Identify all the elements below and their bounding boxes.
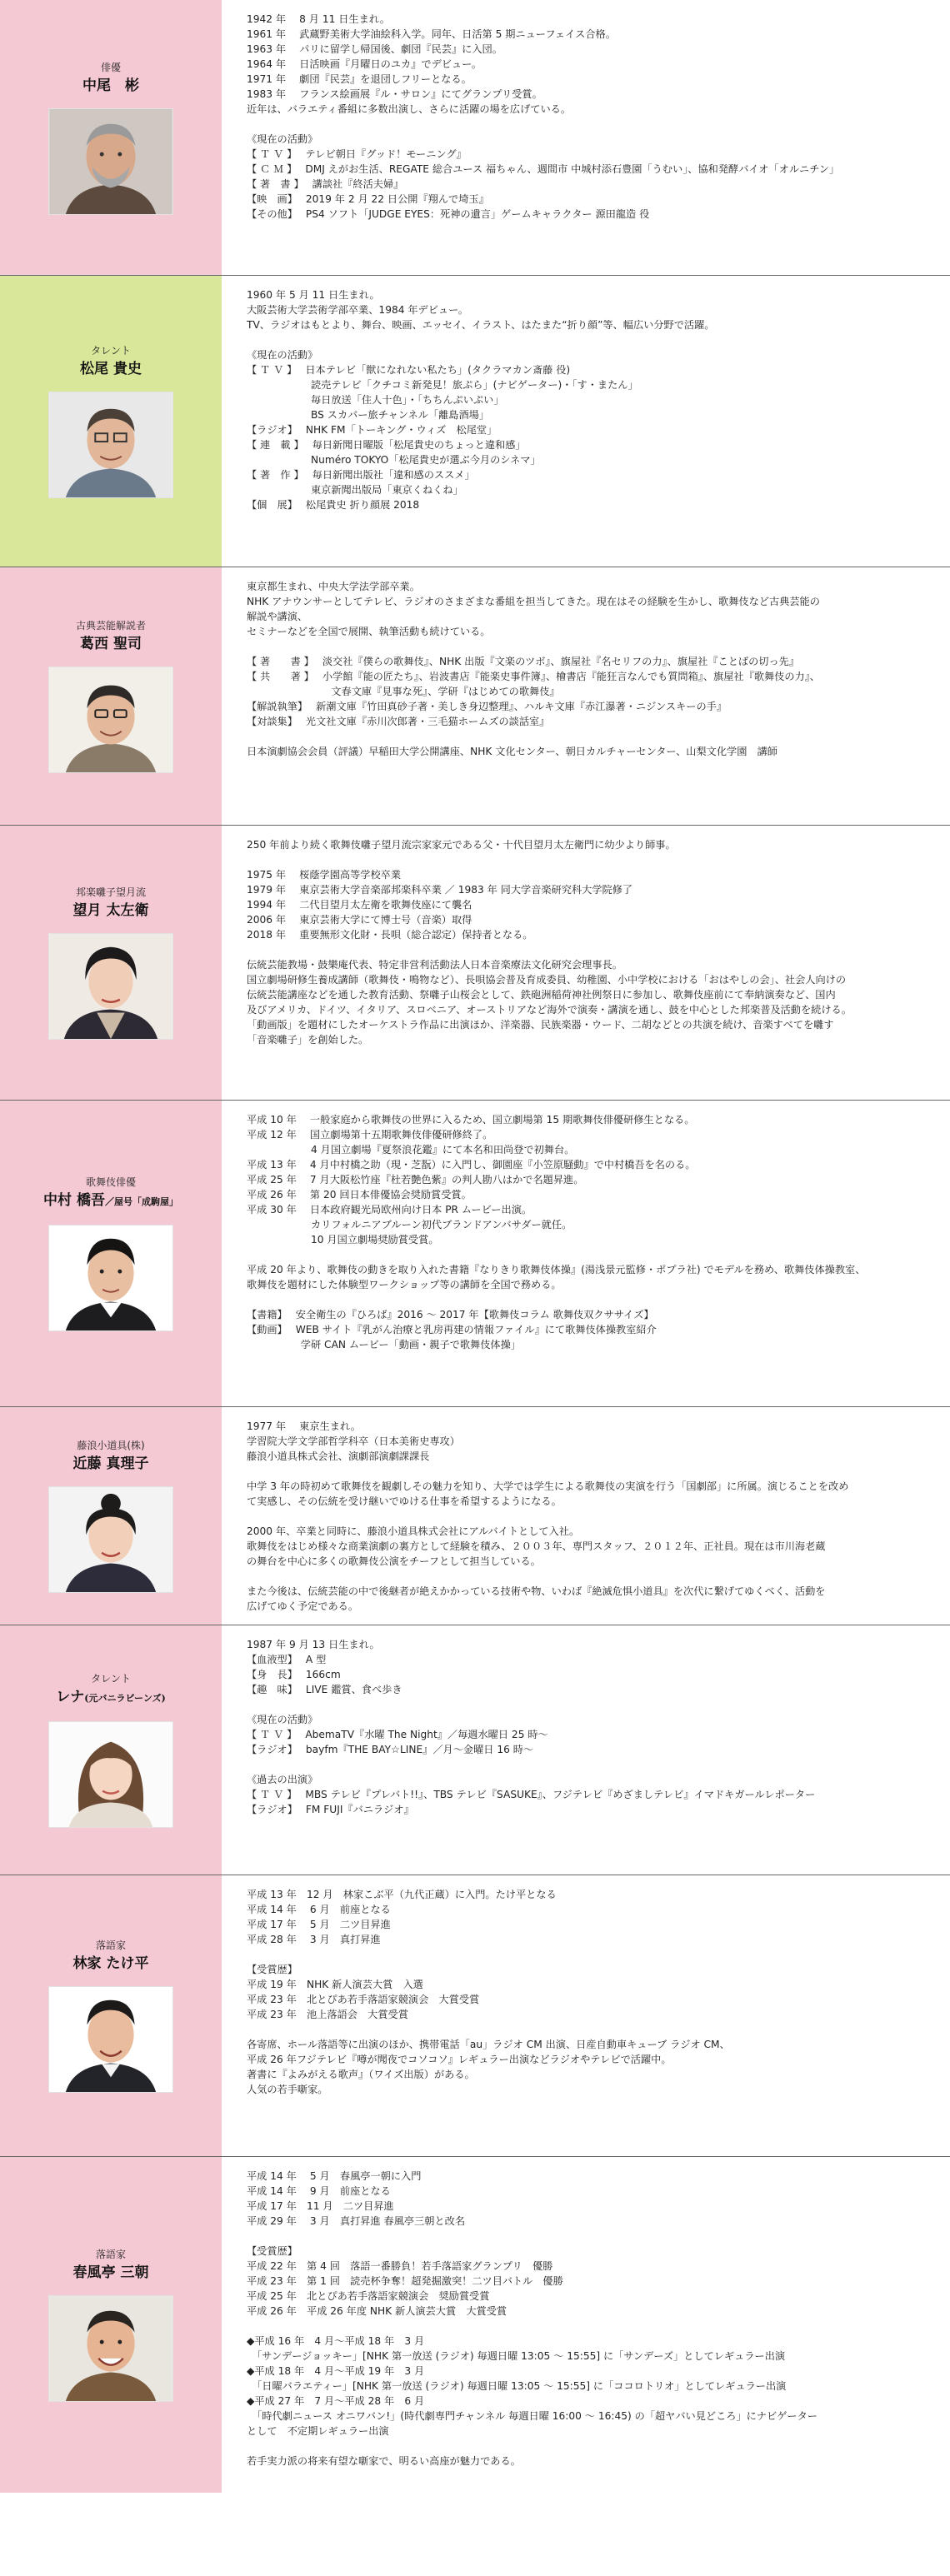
profile-line: 1987 年 9 月 13 日生まれ。 [247, 1639, 380, 1650]
profile-line [247, 1697, 933, 1712]
profile-matsuo-takashi [0, 275, 950, 567]
profile-name-main: 中村 橋吾 [43, 1192, 105, 1209]
profile-line: の舞台を中心に多くの歌舞伎公演をチーフとして担当している。 [247, 1555, 541, 1567]
profile-line: 平成 12 年 国立劇場第十五期歌舞伎俳優研修終了。 [247, 1129, 493, 1141]
profile-photo [48, 1225, 173, 1331]
profile-role: タレント [91, 345, 131, 357]
profile-line: 【対談集】 光文社文庫『赤川次郎著・三毛猫ホームズの談話室』 [247, 716, 550, 727]
profile-line: 毎日放送「住人十色」・「ちちんぷいぷい」 [247, 394, 504, 406]
profile-line: NHK アナウンサーとしてテレビ、ラジオのさまざまな番組を担当してきた。現在はその経験を生かし、歌舞伎など古典芸能の [247, 596, 820, 607]
profile-line: 「サンデージョッキー」[NHK 第一放送 (ラジオ) 毎週日曜 13:05 ～ 15:55] に「サンデーズ」としてレギュラー出演 [247, 2350, 786, 2362]
profile-photo [48, 2295, 173, 2402]
profile-nakao-akira [0, 0, 950, 275]
profile-line [247, 1509, 933, 1524]
profile-line: 平成 23 年 第 1 回 読売杯争奪！超発掘激突！二ツ目バトル 優勝 [247, 2275, 563, 2287]
profile-line: 10 月国立劇場奨励賞受賞。 [247, 1234, 439, 1246]
profile-hayashiya-takehei [0, 1875, 950, 2156]
profile-line: 【 Ｔ Ｖ 】 AbemaTV『水曜 The Night』／毎週水曜日 25 時～ [247, 1729, 548, 1740]
profile-line: 【ラジオ】 NHK FM「トーキング・ウィズ 松尾堂」 [247, 424, 498, 436]
profile-name-suffix: (元バニラビーンズ) [84, 1693, 166, 1704]
profile-sidebar [0, 1101, 222, 1406]
profile-line: 伝統芸能教場・鼓樂庵代表、特定非営利活動法人日本音楽療法文化研究会理事長。 [247, 959, 622, 971]
profile-photo [48, 1721, 173, 1828]
profile-line: 中学 3 年の時初めて歌舞伎を観劇しその魅力を知り、大学では学生による歌舞伎の実演を行う「国劇部」に所属。演じることを改め [247, 1480, 849, 1492]
profile-line: 【身 長】 166cm [247, 1669, 341, 1680]
profile-sidebar [0, 0, 222, 275]
profile-line [247, 1569, 933, 1584]
profile-text [222, 2157, 950, 2493]
profile-line: 2018 年 重要無形文化財・長唄（総合認定）保持者となる。 [247, 929, 533, 941]
profile-photo [48, 392, 173, 498]
profile-line: 伝統芸能講座などを通した教育活動、祭囃子山桜会として、鉄砲洲稲荷神社例祭日に参加し、歌舞伎座前にて奉納演奏など、国内 [247, 989, 836, 1001]
profile-line: 「動画版」を題材にしたオーケストラ作品に出演ほか、洋楽器、民族楽器・ウード、二胡などとの共演を続け、音楽すべてを囃す [247, 1019, 834, 1031]
profile-line: 1964 年 日活映画『月曜日のユカ』でデビュー。 [247, 58, 482, 70]
profile-text [222, 826, 950, 1100]
profile-line: 若手実力派の将来有望な噺家で、明るい高座が魅力である。 [247, 2455, 521, 2467]
profile-line: TV、ラジオはもとより、舞台、映画、エッセイ、イラスト、はたまた“折り顔”等、幅広い分野で活躍。 [247, 319, 715, 331]
profile-line: ◆平成 18 年 4 月～平成 19 年 3 月 [247, 2365, 425, 2377]
profile-line: 読売テレビ「クチコミ新発見！旅ぷら」(ナビゲーター)・「す・またん」 [247, 379, 638, 391]
profile-line: 歌舞伎をはじめ様々な商業演劇の裏方として経験を積み、２００３年、専門スタッフ、２０１２年、正社員。現在は市川海老蔵 [247, 1540, 826, 1552]
profile-line: 【受賞歴】 [247, 2245, 298, 2257]
profile-line: 各寄席、ホール落語等に出演のほか、携帯電話「au」ラジオ CM 出演、日産自動車キューブ ラジオ CM、 [247, 2039, 730, 2050]
profile-line: ◆平成 16 年 4 月～平成 18 年 3 月 [247, 2335, 425, 2347]
profile-sidebar [0, 826, 222, 1100]
profile-sidebar [0, 1407, 222, 1625]
profile-line: 平成 10 年 一般家庭から歌舞伎の世界に入るため、国立劇場第 15 期歌舞伎俳優研修生となる。 [247, 1114, 695, 1126]
profile-line [247, 639, 933, 654]
profile-role: 落語家 [95, 2249, 126, 2260]
profile-line: BS スカパー旅チャンネル「離島酒場」 [247, 409, 490, 421]
profile-line [247, 2319, 933, 2334]
profile-kondo-mariko [0, 1406, 950, 1625]
profile-line: 広げてゆく予定である。 [247, 1600, 359, 1612]
profile-text [222, 1407, 950, 1625]
profile-line: 【ラジオ】 FM FUJI『バニラジオ』 [247, 1804, 414, 1815]
profile-photo [48, 933, 173, 1040]
profile-line: 《現在の活動》 [247, 349, 318, 361]
profile-line: 日本演劇協会会員（評議）早稲田大学公開講座、NHK 文化センター、朝日カルチャーセンター、山梨文化学園 講師 [247, 746, 778, 757]
profile-line: 【 Ｔ Ｖ 】 日本テレビ「獣になれない私たち」(タクラマカン斎藤 役) [247, 364, 571, 376]
profile-rena [0, 1625, 950, 1875]
profile-line: ◆平成 27 年 7 月～平成 28 年 6 月 [247, 2395, 425, 2407]
profile-line: 【書籍】 安全衛生の『ひろば』2016 ～ 2017 年【歌舞伎コラム 歌舞伎双クササイズ】 [247, 1309, 654, 1320]
profile-line [247, 942, 933, 957]
profile-line: 著書に『よみがえる歌声』（ワイズ出版）がある。 [247, 2069, 475, 2080]
profile-line: 「時代劇ニュース オニワバン!」(時代劇専門チャンネル 毎週日曜 16:00 ～ 16:45) の「超ヤバい見どころ」にナビゲーター [247, 2410, 818, 2422]
profile-line: 「日曜バラエティー」[NHK 第一放送 (ラジオ) 毎週日曜 13:05 ～ 15:55] に「ココロトリオ」としてレギュラー出演 [247, 2380, 787, 2392]
profile-line [247, 852, 933, 867]
profile-line: 1977 年 東京生まれ。 [247, 1420, 361, 1432]
profile-name [43, 1191, 178, 1211]
profile-line: 平成 19 年 NHK 新人演芸大賞 入選 [247, 1979, 423, 1990]
profile-line: 【 共 著 】 小学館『能の匠たち』、岩波書店『能楽史事件簿』、檜書店『能狂言なんでも質問箱』、旗屋社『歌舞伎の力』、 [247, 671, 820, 682]
portrait-image [49, 1722, 172, 1827]
profile-line: 平成 13 年 4 月中村橋之助（現・芝翫）に入門し、御園座『小笠原騒動』で中村橋吾を名のる。 [247, 1159, 696, 1171]
profile-line: セミナーなどを全国で展開、執筆活動も続けている。 [247, 626, 491, 637]
profile-shunputei-sancho [0, 2156, 950, 2493]
portrait-image [49, 1987, 172, 2092]
profile-line: 2000 年、卒業と同時に、藤浪小道具株式会社にアルバイトとして入社。 [247, 1525, 580, 1537]
profile-line: として 不定期レギュラー出演 [247, 2425, 389, 2437]
profile-line: 【受賞歴】 [247, 1964, 298, 1975]
profile-line: 【映 画】 2019 年 2 月 22 日公開『翔んで埼玉』 [247, 193, 489, 205]
profile-photo [48, 108, 173, 215]
profile-text [222, 276, 950, 567]
profile-photo [48, 1486, 173, 1593]
profile-line: 近年は、バラエティ番組に多数出演し、さらに活躍の場を広げている。 [247, 103, 572, 115]
profile-nakamura-kyogo [0, 1100, 950, 1406]
profile-line [247, 332, 933, 347]
profile-line: 藤浪小道具株式会社、演劇部演劇課課長 [247, 1450, 430, 1462]
profile-line [247, 2229, 933, 2244]
profile-line: 1983 年 フランス絵画展『ル・サロン』にてグランプリ受賞。 [247, 88, 542, 100]
profile-name: 近藤 真理子 [72, 1455, 149, 1472]
profile-line: 《過去の出演》 [247, 1774, 318, 1785]
profile-line: 平成 26 年 第 20 回日本俳優協会奨励賞受賞。 [247, 1189, 472, 1201]
profile-name: 葛西 聖司 [80, 636, 142, 652]
profile-photo [48, 666, 173, 773]
profile-line: 大阪芸術大学芸術学部卒業、1984 年デビュー。 [247, 304, 468, 316]
profile-role: 落語家 [95, 1939, 126, 1951]
profile-line: 平成 25 年 7 月大阪松竹座『杜若艶色紫』の判人勘八はかで名題昇進。 [247, 1174, 584, 1186]
portrait-image [49, 2296, 172, 2401]
profile-line: て実感し、その伝統を受け継いでゆける仕事を希望するようになる。 [247, 1495, 562, 1507]
profile-line: 1975 年 桜蔭学園高等学校卒業 [247, 869, 402, 881]
profile-line: また今後は、伝統芸能の中で後継者が絶えかかっている技術や物、いわば『絶滅危惧小道具』を次代に繋げてゆくべく、活動を [247, 1585, 826, 1597]
profile-line: 平成 29 年 3 月 真打昇進 春風亭三朝と改名 [247, 2215, 466, 2227]
profile-line: 【趣 味】 LIVE 鑑賞、食べ歩き [247, 1684, 402, 1695]
profile-line: 【 Ｔ Ｖ 】 テレビ朝日『グッド！モーニング』 [247, 148, 467, 160]
profile-line: 【動画】 WEB サイト『乳がん治療と乳房再建の情報ファイル』にて歌舞伎体操教室紹介 [247, 1324, 657, 1335]
profile-line: 【 著 書 】 淡交社『僕らの歌舞伎』、NHK 出版『文楽のツボ』、旗屋社『名セリフの力』、旗屋社『ことばの切っ先』 [247, 656, 800, 667]
profile-line: 《現在の活動》 [247, 133, 318, 145]
profile-line: 【血液型】 A 型 [247, 1654, 327, 1665]
portrait-image [49, 392, 172, 497]
profile-line [247, 729, 933, 744]
profile-line [247, 1292, 933, 1307]
profile-line: 東京新聞出版局「東京くねくね」 [247, 484, 463, 496]
profile-line: 【 著 書 】 講談社『終活夫婦』 [247, 178, 404, 190]
profile-line: カリフォルニアブルーン初代ブランドアンバサダー就任。 [247, 1219, 572, 1231]
profile-name: 中尾 彬 [82, 77, 139, 94]
profile-line: 学研 CAN ムービー「動画・親子で歌舞伎体操」 [247, 1339, 521, 1350]
profile-line: 平成 14 年 9 月 前座となる [247, 2185, 391, 2197]
profile-name: 春風亭 三朝 [72, 2264, 149, 2281]
profile-text [222, 567, 950, 825]
profile-line: 【 連 載 】 毎日新聞日曜版「松尾貴史のちょっと違和感」 [247, 439, 526, 451]
profile-line [247, 1247, 933, 1262]
profile-text [222, 1101, 950, 1406]
profile-line: 平成 20 年より、歌舞伎の動きを取り入れた書籍『なりきり歌舞伎体操』(湯浅景元監修・ポプラ社) でモデルを務め、歌舞伎体操教室、 [247, 1264, 866, 1276]
profile-name-main: レナ [56, 1689, 85, 1705]
profile-text [222, 1875, 950, 2156]
profile-line: 4 月国立劇場『夏祭浪花鑑』にて本名和田尚登で初舞台。 [247, 1144, 575, 1156]
profile-line: 平成 23 年 池上落語会 大賞受賞 [247, 2009, 408, 2020]
portrait-image [49, 109, 172, 214]
profile-line: 250 年前より続く歌舞伎囃子望月流宗家家元である父・十代目望月太左衛門に幼少より師事。 [247, 839, 676, 851]
profile-role: 藤浪小道具(株) [77, 1440, 145, 1451]
profile-line [247, 2022, 933, 2037]
profile-line: 平成 30 年 日本政府観光局欧州向け日本 PR ムービー出演。 [247, 1204, 532, 1216]
profile-line [247, 2439, 933, 2454]
profile-kasai-seiji [0, 567, 950, 825]
profile-photo [48, 1986, 173, 2093]
profile-line: 文春文庫『見事な死』、学研『はじめての歌舞伎』 [247, 686, 560, 697]
profile-line: 《現在の活動》 [247, 1714, 318, 1725]
profile-line: 1979 年 東京芸術大学音楽部邦楽科卒業 ／ 1983 年 同大学音楽研究科大学院修了 [247, 884, 633, 896]
profile-name [56, 1688, 165, 1708]
profile-name-suffix: ／屋号「成駒屋」 [104, 1196, 178, 1207]
portrait-image [49, 1487, 172, 1592]
profile-line: Numéro TOKYO「松尾貴史が選ぶ今月のシネマ」 [247, 454, 541, 466]
profile-sidebar [0, 2157, 222, 2493]
profile-line: 1963 年 パリに留学し帰国後、劇団『民芸』に入団。 [247, 43, 502, 55]
profile-line: 【ラジオ】 bayfm『THE BAY☆LINE』／月～金曜日 16 時～ [247, 1744, 534, 1755]
profile-line: 1971 年 劇団『民芸』を退団しフリーとなる。 [247, 73, 472, 85]
profile-line: 【個 展】 松尾貴史 折り顔展 2018 [247, 499, 420, 511]
portrait-image [49, 1226, 172, 1330]
profile-role: タレント [91, 1673, 131, 1685]
profile-text [222, 0, 950, 275]
profile-line: 東京都生まれ、中央大学法学部卒業。 [247, 581, 420, 592]
profile-line: 平成 13 年 12 月 林家こぶ平（九代正蔵）に入門。たけ平となる [247, 1889, 557, 1900]
profile-line: 平成 14 年 6 月 前座となる [247, 1904, 391, 1915]
profile-line [247, 1757, 933, 1772]
profile-line: 平成 17 年 5 月 二ツ目昇進 [247, 1919, 391, 1930]
profile-line: 平成 25 年 北とぴあ若手落語家競演会 奨励賞受賞 [247, 2290, 490, 2302]
profile-line: 平成 17 年 11 月 二ツ目昇進 [247, 2200, 394, 2212]
profile-line: 平成 26 年 平成 26 年度 NHK 新人演芸大賞 大賞受賞 [247, 2305, 508, 2317]
profile-sidebar [0, 276, 222, 567]
profile-role: 邦楽囃子望月流 [75, 886, 146, 898]
profile-line: 【 Ｃ Ｍ 】 DMJ えがお生活、REGATE 総合ユース 福ちゃん、週間市 中城村添石豊園「うむい」、協和発酵バイオ「オルニチン」 [247, 163, 840, 175]
portrait-image [49, 667, 172, 772]
profile-line: 平成 26 年フジテレビ『噂が聞夜でコソコソ』レギュラー出演などラジオやテレビで活躍中。 [247, 2054, 672, 2065]
profile-line: 【 Ｔ Ｖ 】 MBS テレビ『プレバト!!』、TBS テレビ『SASUKE』、フジテレビ『めざましテレビ』イマドキガールレポーター [247, 1789, 816, 1800]
profile-line: 1994 年 二代目望月太左衛を歌舞伎座にて襲名 [247, 899, 472, 911]
profile-line: 「音楽囃子」を創始した。 [247, 1034, 369, 1046]
profile-line: 解説や講演、 [247, 611, 308, 622]
profile-line: 国立劇場研修生養成講師（歌舞伎・鳴物など）、長唄協会普及育成委員、幼稚園、小中学校における「おはやしの会」、社会人向けの [247, 974, 847, 986]
profile-role: 古典芸能解説者 [75, 620, 146, 632]
profile-role: 俳優 [100, 61, 121, 73]
profile-line: 【その他】 PS4 ソフト「JUDGE EYES：死神の遺言」ゲームキャラクター 源田龍造 役 [247, 208, 650, 220]
profile-line [247, 1947, 933, 1962]
profile-line: 1960 年 5 月 11 日生まれ。 [247, 289, 380, 301]
profile-line: 1942 年 8 月 11 日生まれ。 [247, 13, 390, 25]
profile-text [222, 1625, 950, 1875]
profile-line: 及びアメリカ、ドイツ、イタリア、スロベニア、オーストリアなど海外で演奏・講演を通し、鼓を中心とした邦楽普及活動を続ける。 [247, 1004, 852, 1016]
profile-line: 学習院大学文学部哲学科卒（日本美術史専攻） [247, 1435, 460, 1447]
profile-line: 平成 22 年 第 4 回 落語一番勝負！若手落語家グランプリ 優勝 [247, 2260, 553, 2272]
profile-sidebar [0, 1625, 222, 1875]
profile-line: 1961 年 武蔵野美術大学油絵科入学。同年、日活第 5 期ニューフェイス合格。 [247, 28, 616, 40]
profile-name: 松尾 貴史 [80, 361, 142, 377]
profile-name: 望月 太左衛 [72, 902, 149, 919]
profile-sidebar [0, 1875, 222, 2156]
profile-line: 2006 年 東京芸術大学にて博士号（音楽）取得 [247, 914, 472, 926]
profile-line: 【解説執筆】 新潮文庫『竹田真砂子著・美しき身辺整理』、ハルキ文庫『赤江瀑著・ニジンスキーの手』 [247, 701, 728, 712]
profile-line: 平成 14 年 5 月 春風亭一朝に入門 [247, 2170, 422, 2182]
profile-line [247, 117, 933, 132]
profile-line [247, 1464, 933, 1479]
portrait-image [49, 934, 172, 1039]
profile-role: 歌舞伎俳優 [85, 1176, 136, 1188]
profile-line: 平成 23 年 北とぴあ若手落語家競演会 大賞受賞 [247, 1994, 480, 2005]
profile-sidebar [0, 567, 222, 825]
profile-line: 人気の若手噺家。 [247, 2084, 328, 2095]
profile-line: 【 著 作 】 毎日新聞出版社「違和感のススメ」 [247, 469, 475, 481]
profile-line: 歌舞伎を題材にした体験型ワークショップ等の講師を全国で務める。 [247, 1279, 562, 1290]
profile-line: 平成 28 年 3 月 真打昇進 [247, 1934, 381, 1945]
profile-mochizuki-tazae [0, 825, 950, 1100]
profile-name: 林家 たけ平 [72, 1955, 149, 1972]
